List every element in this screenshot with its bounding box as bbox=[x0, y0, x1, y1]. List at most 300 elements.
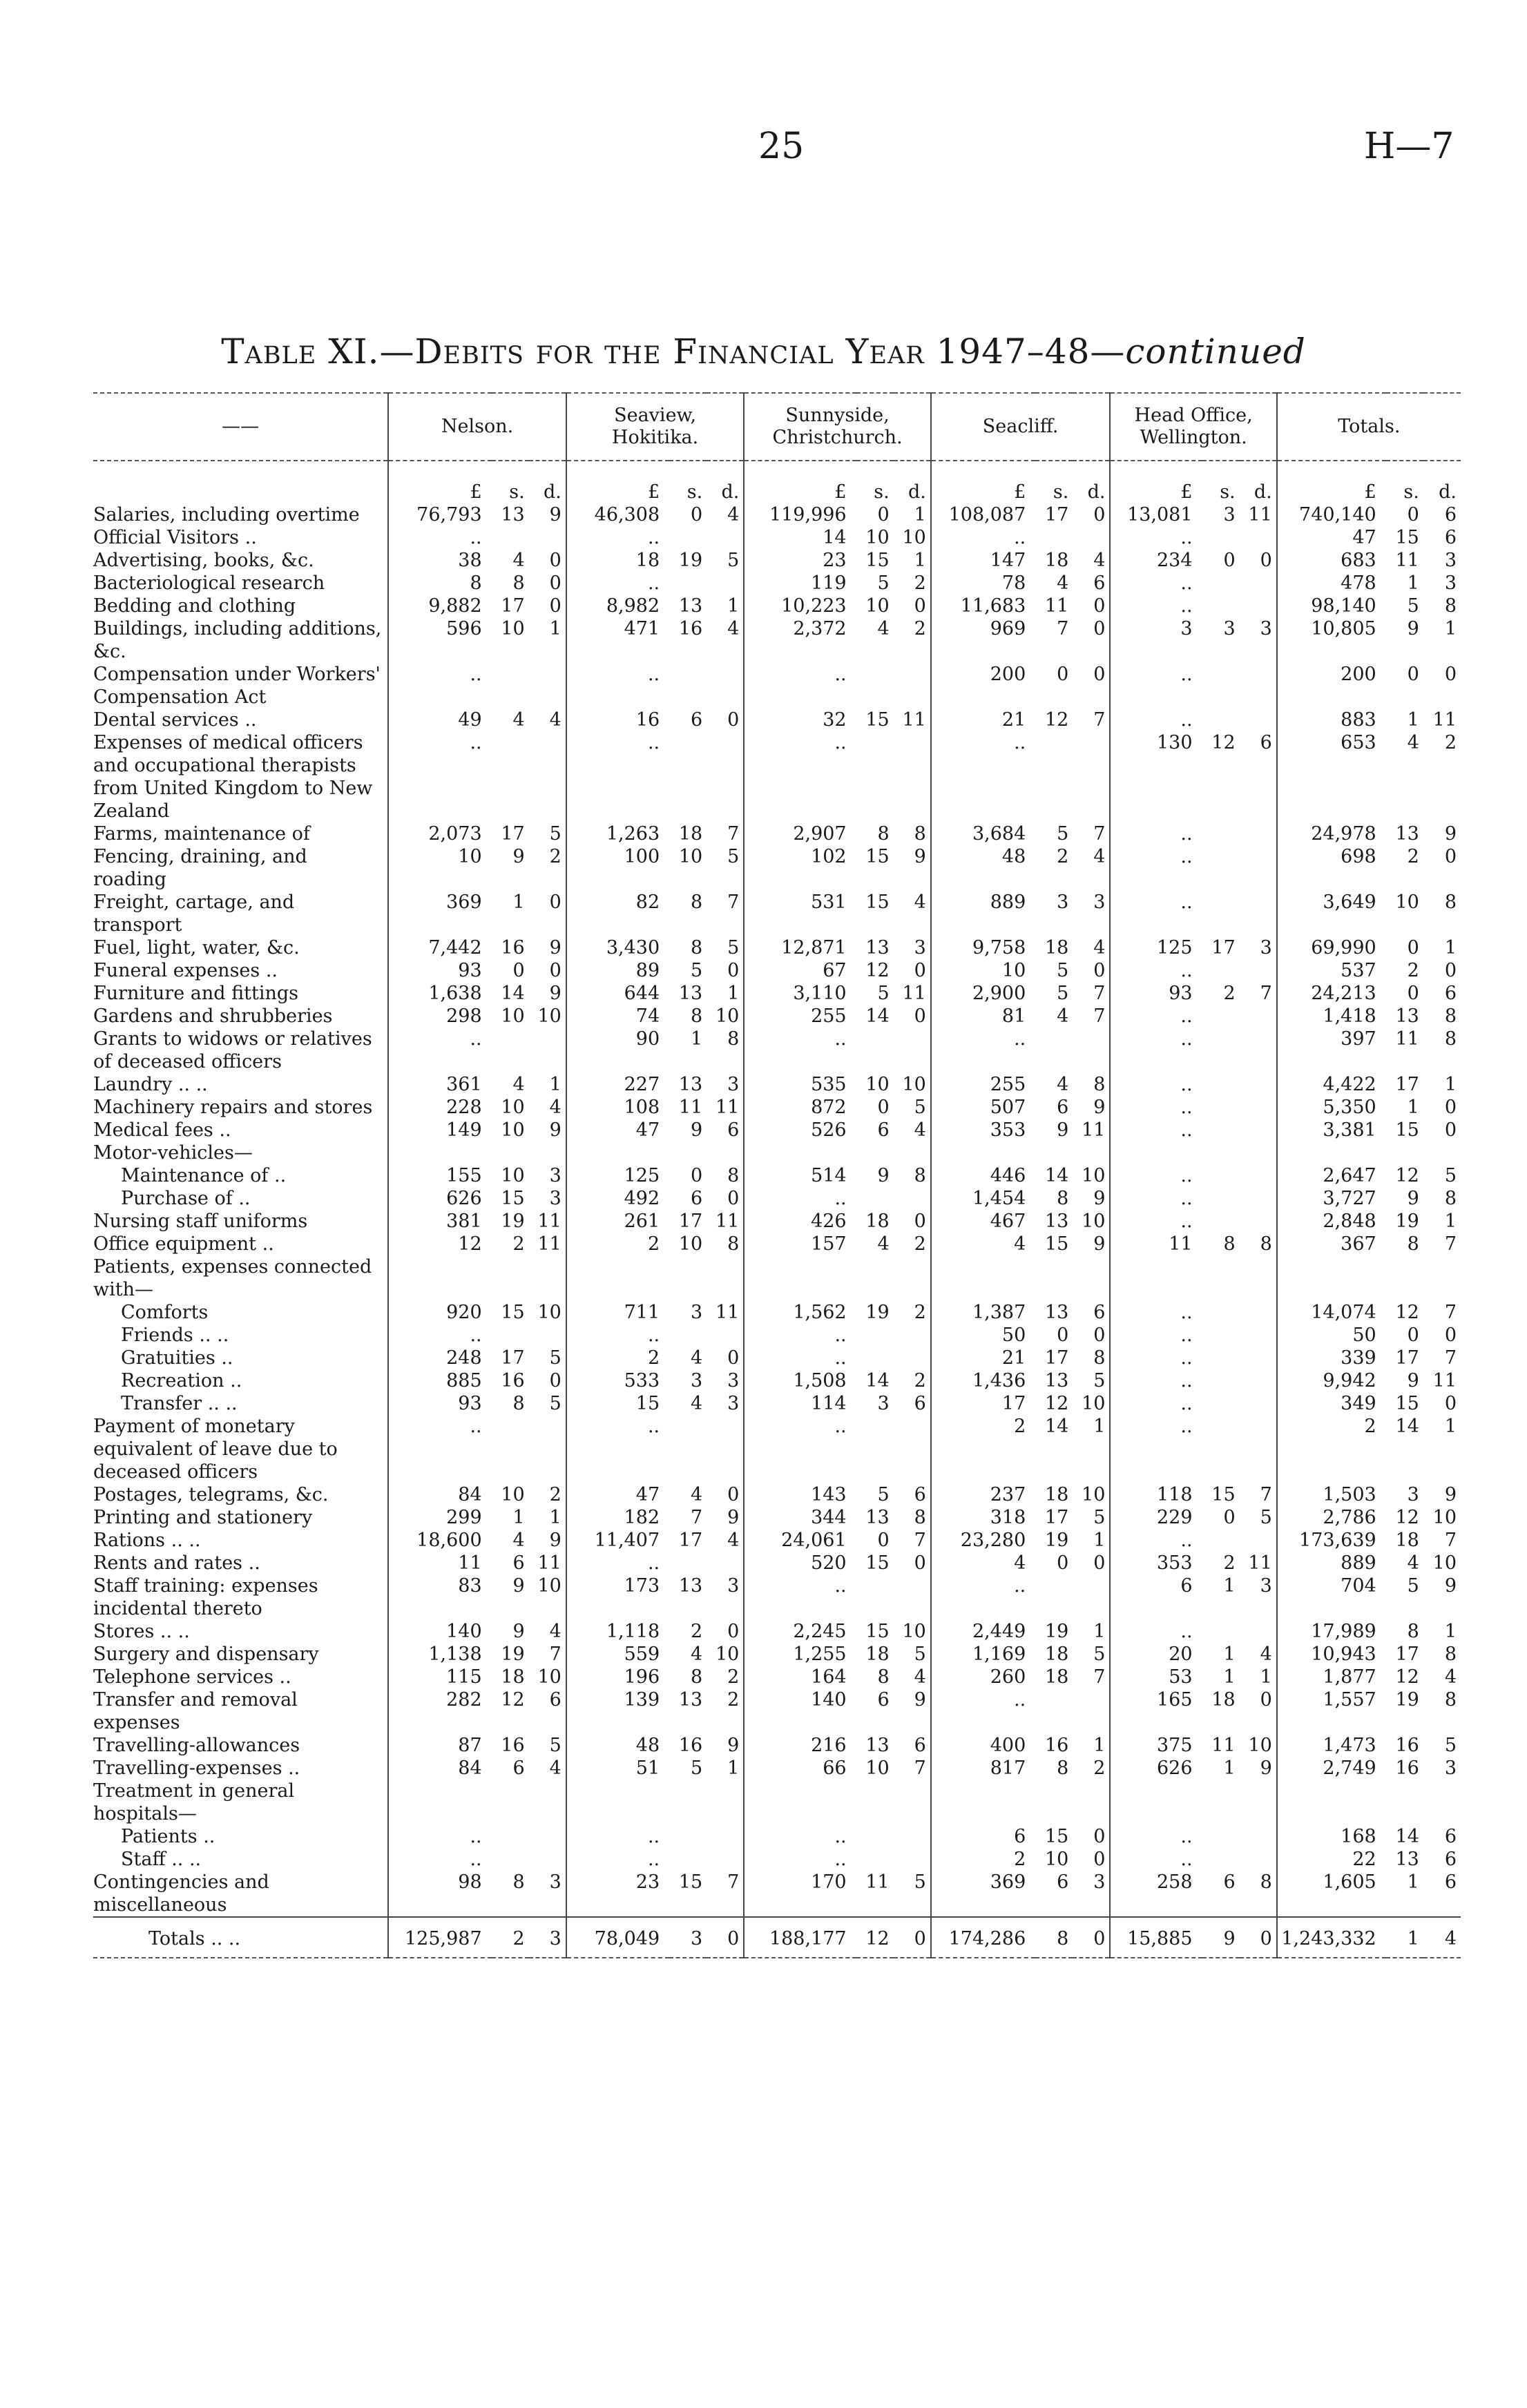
amount-pence: 9 bbox=[549, 937, 561, 959]
unit-shillings: s. bbox=[874, 481, 890, 503]
row-label: Farms, maintenance of bbox=[93, 823, 310, 845]
amount-pounds: 168 bbox=[1277, 1825, 1386, 1848]
amount-pounds: 344 bbox=[744, 1506, 856, 1529]
amount-pounds: .. bbox=[744, 1324, 856, 1347]
amount-pounds bbox=[1110, 1255, 1202, 1301]
amount-pounds: .. bbox=[1110, 1073, 1202, 1096]
table-row bbox=[93, 663, 1461, 709]
amount-shillings: 0 bbox=[1223, 1507, 1236, 1528]
amount-pounds bbox=[566, 1255, 669, 1301]
amount-pounds: 16 bbox=[566, 709, 669, 731]
amount-pounds: 76,793 bbox=[388, 503, 491, 526]
amount-shillings: 17 bbox=[501, 595, 525, 617]
amount-pence: 0 bbox=[1444, 1119, 1457, 1141]
amount-shillings: 6 bbox=[691, 1188, 703, 1209]
amount-pence: 0 bbox=[549, 595, 561, 617]
amount-pounds: 49 bbox=[388, 709, 491, 731]
amount-pence: 8 bbox=[1260, 1871, 1272, 1893]
amount-pounds: 170 bbox=[744, 1871, 856, 1917]
amount-pounds: 653 bbox=[1277, 731, 1386, 822]
amount-shillings: 19 bbox=[1395, 1211, 1419, 1232]
amount-pence: 4 bbox=[727, 504, 740, 526]
amount-pounds: .. bbox=[931, 1028, 1035, 1073]
amount-pounds: .. bbox=[388, 1415, 491, 1483]
amount-shillings: 4 bbox=[877, 1233, 890, 1255]
amount-shillings: 12 bbox=[1211, 732, 1236, 753]
row-label: Comforts bbox=[121, 1302, 209, 1323]
amount-shillings: 2 bbox=[1407, 846, 1419, 867]
amount-pounds: .. bbox=[1110, 1347, 1202, 1369]
amount-pence: 1 bbox=[727, 983, 740, 1004]
table-row bbox=[93, 936, 1461, 959]
amount-shillings bbox=[1035, 1142, 1073, 1164]
amount-pence: 10 bbox=[902, 527, 926, 548]
unit-pence: d. bbox=[907, 481, 926, 503]
amount-shillings: 1 bbox=[512, 1507, 525, 1528]
amount-pounds: 1,418 bbox=[1277, 1005, 1386, 1028]
amount-pounds bbox=[931, 1780, 1035, 1825]
row-label: Bedding and clothing bbox=[93, 595, 296, 617]
amount-pence bbox=[707, 572, 744, 595]
amount-shillings bbox=[1202, 1255, 1240, 1301]
amount-pounds: .. bbox=[1110, 1825, 1202, 1848]
amount-pence bbox=[707, 663, 744, 709]
amount-pounds: 164 bbox=[744, 1666, 856, 1688]
amount-pounds: .. bbox=[1110, 1848, 1202, 1871]
amount-shillings: 1 bbox=[1386, 1917, 1423, 1958]
amount-pence: 3 bbox=[1260, 1575, 1272, 1597]
amount-shillings: 13 bbox=[678, 595, 703, 617]
amount-shillings: 10 bbox=[501, 1119, 525, 1141]
amount-pounds: 196 bbox=[566, 1666, 669, 1688]
amount-pence bbox=[1073, 1255, 1110, 1301]
amount-shillings: 1 bbox=[1223, 1757, 1236, 1779]
amount-pence: 8 bbox=[914, 823, 926, 845]
amount-shillings: 4 bbox=[512, 1530, 525, 1551]
amount-pence bbox=[894, 1142, 931, 1164]
amount-shillings: 15 bbox=[865, 846, 890, 867]
amount-shillings bbox=[856, 1347, 894, 1369]
amount-pounds bbox=[388, 1780, 491, 1825]
row-label: Treatment in general hospitals— bbox=[93, 1780, 295, 1824]
amount-pence: 6 bbox=[1260, 732, 1272, 753]
amount-pounds: 13,081 bbox=[1110, 503, 1202, 526]
amount-shillings: 18 bbox=[1045, 937, 1069, 959]
amount-pence bbox=[1240, 1255, 1277, 1301]
amount-shillings: 4 bbox=[691, 1484, 703, 1505]
amount-pounds: 188,177 bbox=[744, 1917, 856, 1958]
amount-pounds: 969 bbox=[931, 617, 1035, 663]
amount-shillings: 4 bbox=[691, 1347, 703, 1369]
amount-pence: 3 bbox=[1093, 892, 1106, 913]
amount-pence: 0 bbox=[727, 1347, 740, 1369]
amount-pounds: .. bbox=[566, 1825, 669, 1848]
amount-pounds bbox=[744, 1780, 856, 1825]
table-row bbox=[93, 1757, 1461, 1780]
amount-shillings: 8 bbox=[691, 937, 703, 959]
table-title-text: Table XI.—Debits for the Financial Year 1947–48— bbox=[221, 331, 1126, 372]
table-row bbox=[93, 1005, 1461, 1028]
amount-pounds: 89 bbox=[566, 959, 669, 982]
amount-shillings: 18 bbox=[1045, 1666, 1069, 1688]
table-row bbox=[93, 891, 1461, 936]
amount-pounds: 492 bbox=[566, 1187, 669, 1210]
amount-pounds: 114 bbox=[744, 1392, 856, 1415]
amount-pounds: .. bbox=[744, 663, 856, 709]
amount-pence bbox=[707, 526, 744, 549]
table-row bbox=[93, 1142, 1461, 1164]
amount-shillings: 16 bbox=[678, 618, 703, 639]
debits-table bbox=[93, 392, 1461, 1958]
amount-pence: 0 bbox=[727, 709, 740, 731]
amount-pounds: 66 bbox=[744, 1757, 856, 1780]
amount-pence: 11 bbox=[1248, 1552, 1272, 1574]
amount-shillings bbox=[1202, 663, 1240, 709]
amount-pence: 9 bbox=[1444, 823, 1457, 845]
amount-pence: 0 bbox=[1444, 960, 1457, 981]
amount-pounds bbox=[744, 1255, 856, 1301]
amount-pence: 0 bbox=[914, 1211, 926, 1232]
amount-shillings: 19 bbox=[1395, 1689, 1419, 1711]
amount-pence: 0 bbox=[1240, 1917, 1277, 1958]
amount-pounds: 38 bbox=[388, 549, 491, 572]
amount-pence bbox=[1240, 526, 1277, 549]
amount-pence: 6 bbox=[549, 1689, 561, 1711]
amount-pence: 0 bbox=[1093, 1325, 1106, 1346]
amount-pence bbox=[529, 1848, 566, 1871]
amount-pounds: 47 bbox=[1277, 526, 1386, 549]
amount-pounds: 15 bbox=[566, 1392, 669, 1415]
row-label: Buildings, including additions, &c. bbox=[93, 618, 382, 662]
amount-pence: 4 bbox=[914, 1666, 926, 1688]
amount-shillings: 18 bbox=[678, 823, 703, 845]
amount-pence: 1 bbox=[549, 1074, 561, 1095]
row-label: Contingencies and miscellaneous bbox=[93, 1871, 269, 1916]
row-label: Telephone services .. bbox=[93, 1666, 291, 1688]
amount-shillings: 15 bbox=[865, 550, 890, 571]
amount-shillings bbox=[669, 1255, 707, 1301]
amount-pence bbox=[1240, 1142, 1277, 1164]
amount-pounds: 8 bbox=[388, 572, 491, 595]
amount-pence bbox=[894, 1255, 931, 1301]
amount-shillings: 15 bbox=[865, 1552, 890, 1574]
amount-pounds: 471 bbox=[566, 617, 669, 663]
amount-pence: 0 bbox=[914, 1005, 926, 1027]
amount-pence: 10 bbox=[1248, 1735, 1272, 1756]
amount-pounds: 8,982 bbox=[566, 595, 669, 617]
amount-pence: 1 bbox=[914, 504, 926, 526]
header-blank: —— bbox=[93, 393, 388, 461]
amount-pounds: 1,638 bbox=[388, 982, 491, 1005]
amount-pence: 0 bbox=[914, 960, 926, 981]
amount-shillings: 4 bbox=[512, 709, 525, 731]
amount-pence: 0 bbox=[1093, 595, 1106, 617]
amount-shillings bbox=[492, 1324, 529, 1347]
amount-shillings: 3 bbox=[877, 1393, 890, 1414]
amount-pounds: 47 bbox=[566, 1119, 669, 1142]
amount-pounds: .. bbox=[388, 663, 491, 709]
amount-shillings: 8 bbox=[877, 1666, 890, 1688]
amount-pounds: .. bbox=[744, 1825, 856, 1848]
amount-pence: 4 bbox=[549, 1757, 561, 1779]
table-title bbox=[0, 331, 1527, 372]
amount-pounds bbox=[1277, 1255, 1386, 1301]
amount-pence: 0 bbox=[727, 960, 740, 981]
amount-shillings: 4 bbox=[877, 618, 890, 639]
amount-pounds: .. bbox=[744, 1415, 856, 1483]
table-row bbox=[93, 709, 1461, 731]
amount-pounds: 165 bbox=[1110, 1688, 1202, 1734]
amount-shillings: 13 bbox=[1045, 1211, 1069, 1232]
amount-shillings: 16 bbox=[501, 1370, 525, 1391]
header-nelson: Nelson. bbox=[388, 393, 566, 461]
amount-pence bbox=[1240, 1096, 1277, 1119]
row-label: Stores .. .. bbox=[93, 1621, 190, 1642]
amount-shillings: 0 bbox=[1407, 664, 1419, 685]
amount-shillings: 1 bbox=[1407, 572, 1419, 594]
amount-shillings bbox=[1035, 1780, 1073, 1825]
amount-pence bbox=[1073, 1574, 1110, 1620]
amount-pence: 3 bbox=[727, 1575, 740, 1597]
amount-pence: 4 bbox=[1093, 846, 1106, 867]
amount-pounds: .. bbox=[931, 1574, 1035, 1620]
amount-pence: 1 bbox=[1093, 1416, 1106, 1437]
amount-shillings: 13 bbox=[678, 983, 703, 1004]
amount-pence: 1 bbox=[727, 1757, 740, 1779]
amount-shillings bbox=[492, 1848, 529, 1871]
unit-shillings: s. bbox=[1220, 481, 1236, 503]
amount-pounds: .. bbox=[744, 731, 856, 822]
amount-shillings: 10 bbox=[865, 1074, 890, 1095]
amount-shillings: 11 bbox=[678, 1097, 703, 1118]
row-label: Staff training: expenses incidental thereto bbox=[93, 1575, 318, 1619]
amount-pence: 5 bbox=[549, 1347, 561, 1369]
amount-shillings bbox=[1202, 959, 1240, 982]
amount-pounds: 258 bbox=[1110, 1871, 1202, 1917]
amount-pounds: 626 bbox=[1110, 1757, 1202, 1780]
amount-pounds: 353 bbox=[1110, 1552, 1202, 1574]
row-label: Rents and rates .. bbox=[93, 1552, 260, 1574]
amount-pence: 9 bbox=[549, 504, 561, 526]
amount-pounds: .. bbox=[1110, 822, 1202, 845]
amount-pounds: 704 bbox=[1277, 1574, 1386, 1620]
row-label: Travelling-allowances bbox=[93, 1735, 300, 1756]
amount-pounds: 5,350 bbox=[1277, 1096, 1386, 1119]
amount-pounds: 118 bbox=[1110, 1483, 1202, 1506]
amount-shillings: 16 bbox=[1395, 1735, 1419, 1756]
amount-pence: 2 bbox=[914, 1370, 926, 1391]
unit-pence: d. bbox=[721, 481, 740, 503]
amount-pounds: 125 bbox=[1110, 936, 1202, 959]
amount-pence: 0 bbox=[1093, 504, 1106, 526]
table-row bbox=[93, 1301, 1461, 1324]
amount-shillings: 12 bbox=[865, 960, 890, 981]
amount-pence: 10 bbox=[537, 1302, 561, 1323]
amount-pounds: 375 bbox=[1110, 1734, 1202, 1757]
amount-pounds: .. bbox=[1110, 1415, 1202, 1483]
amount-pounds: 69,990 bbox=[1277, 936, 1386, 959]
amount-pence: 4 bbox=[1423, 1917, 1461, 1958]
amount-shillings: 16 bbox=[678, 1735, 703, 1756]
amount-shillings: 16 bbox=[501, 937, 525, 959]
amount-shillings bbox=[669, 1142, 707, 1164]
amount-shillings: 12 bbox=[1045, 1393, 1069, 1414]
amount-shillings bbox=[1386, 1780, 1423, 1825]
amount-pence: 9 bbox=[1260, 1757, 1272, 1779]
amount-pounds: 20 bbox=[1110, 1643, 1202, 1666]
amount-pence bbox=[529, 1255, 566, 1301]
amount-shillings: 8 bbox=[1223, 1233, 1236, 1255]
amount-pounds bbox=[388, 1142, 491, 1164]
row-label: Patients, expenses connected with— bbox=[93, 1256, 372, 1300]
amount-shillings: 11 bbox=[1045, 595, 1069, 617]
amount-pounds: 1,454 bbox=[931, 1187, 1035, 1210]
amount-shillings: 11 bbox=[1211, 1735, 1236, 1756]
amount-pounds: .. bbox=[388, 1324, 491, 1347]
row-label: Gardens and shrubberies bbox=[93, 1005, 333, 1027]
table-row bbox=[93, 503, 1461, 526]
amount-shillings: 18 bbox=[1045, 550, 1069, 571]
amount-pounds: 6 bbox=[931, 1825, 1035, 1848]
amount-pounds: 200 bbox=[1277, 663, 1386, 709]
amount-pence: 8 bbox=[914, 1507, 926, 1528]
amount-shillings bbox=[1202, 1119, 1240, 1142]
amount-pounds: 227 bbox=[566, 1073, 669, 1096]
amount-shillings bbox=[856, 1324, 894, 1347]
amount-shillings: 9 bbox=[1407, 1370, 1419, 1391]
amount-shillings bbox=[1035, 1255, 1073, 1301]
amount-shillings bbox=[492, 1780, 529, 1825]
amount-pence: 5 bbox=[914, 1644, 926, 1665]
amount-shillings: 12 bbox=[1045, 709, 1069, 731]
amount-pence: 11 bbox=[902, 709, 926, 731]
amount-pounds bbox=[931, 1142, 1035, 1164]
table-row bbox=[93, 959, 1461, 982]
amount-shillings: 13 bbox=[678, 1575, 703, 1597]
amount-shillings bbox=[856, 1255, 894, 1301]
amount-shillings: 6 bbox=[512, 1552, 525, 1574]
amount-pounds: 115 bbox=[388, 1666, 491, 1688]
amount-shillings bbox=[856, 663, 894, 709]
amount-shillings: 10 bbox=[501, 618, 525, 639]
amount-pence: 8 bbox=[1444, 595, 1457, 617]
amount-shillings: 10 bbox=[865, 595, 890, 617]
amount-pence: 1 bbox=[1444, 1621, 1457, 1642]
amount-pence: 11 bbox=[1248, 504, 1272, 526]
amount-shillings: 9 bbox=[512, 1621, 525, 1642]
amount-shillings: 4 bbox=[1407, 1552, 1419, 1574]
amount-pence: 8 bbox=[914, 1165, 926, 1186]
amount-pence: 11 bbox=[715, 1211, 740, 1232]
amount-pounds: 353 bbox=[931, 1119, 1035, 1142]
amount-shillings bbox=[1202, 1005, 1240, 1028]
amount-pence bbox=[1240, 1415, 1277, 1483]
table-row bbox=[93, 1552, 1461, 1574]
amount-pounds: 47 bbox=[566, 1483, 669, 1506]
amount-shillings: 4 bbox=[512, 550, 525, 571]
amount-shillings bbox=[856, 1415, 894, 1483]
amount-pence: 3 bbox=[529, 1917, 566, 1958]
amount-pounds: 255 bbox=[931, 1073, 1035, 1096]
amount-pounds: .. bbox=[566, 572, 669, 595]
amount-pounds: 282 bbox=[388, 1688, 491, 1734]
table-row bbox=[93, 1119, 1461, 1142]
amount-pence bbox=[707, 1780, 744, 1825]
amount-pence: 1 bbox=[1444, 937, 1457, 959]
amount-shillings bbox=[1035, 1028, 1073, 1073]
amount-shillings: 8 bbox=[691, 1666, 703, 1688]
amount-shillings bbox=[669, 1552, 707, 1574]
amount-shillings: 10 bbox=[678, 1233, 703, 1255]
amount-shillings bbox=[1202, 1164, 1240, 1187]
amount-pounds: .. bbox=[1110, 526, 1202, 549]
table-row bbox=[93, 1096, 1461, 1119]
amount-pounds: .. bbox=[1110, 1301, 1202, 1324]
amount-pence bbox=[529, 1825, 566, 1848]
amount-shillings: 4 bbox=[1407, 732, 1419, 753]
amount-pounds: 24,061 bbox=[744, 1529, 856, 1552]
table-row bbox=[93, 572, 1461, 595]
amount-pence: 11 bbox=[537, 1211, 561, 1232]
amount-pounds: 11 bbox=[1110, 1233, 1202, 1255]
amount-shillings: 6 bbox=[1057, 1097, 1069, 1118]
amount-pounds: 644 bbox=[566, 982, 669, 1005]
amount-pence bbox=[1073, 1028, 1110, 1073]
amount-pence: 5 bbox=[1093, 1644, 1106, 1665]
amount-pounds bbox=[931, 1255, 1035, 1301]
amount-pence: 7 bbox=[1444, 1233, 1457, 1255]
amount-shillings: 19 bbox=[1045, 1530, 1069, 1551]
amount-pounds: 173 bbox=[566, 1574, 669, 1620]
amount-pence: 2 bbox=[727, 1689, 740, 1711]
amount-pounds: 2 bbox=[566, 1233, 669, 1255]
amount-shillings: 14 bbox=[1045, 1165, 1069, 1186]
amount-pounds: 102 bbox=[744, 845, 856, 891]
amount-pence: 8 bbox=[1444, 1028, 1457, 1050]
amount-pounds: 2,647 bbox=[1277, 1164, 1386, 1187]
amount-shillings: 1 bbox=[1407, 709, 1419, 731]
amount-pounds: 3,110 bbox=[744, 982, 856, 1005]
row-label: Medical fees .. bbox=[93, 1119, 231, 1141]
amount-pounds: .. bbox=[1110, 1164, 1202, 1187]
amount-shillings: 9 bbox=[1202, 1917, 1240, 1958]
amount-pence: 8 bbox=[1444, 1689, 1457, 1711]
amount-pounds: .. bbox=[1110, 1119, 1202, 1142]
amount-pence: 3 bbox=[914, 937, 926, 959]
unit-pence: d. bbox=[1254, 481, 1272, 503]
amount-pounds: .. bbox=[1110, 959, 1202, 982]
amount-shillings bbox=[1202, 1848, 1240, 1871]
amount-pounds: 98,140 bbox=[1277, 595, 1386, 617]
amount-shillings: 1 bbox=[1407, 1871, 1419, 1893]
table-row bbox=[93, 1620, 1461, 1643]
amount-shillings: 10 bbox=[501, 1097, 525, 1118]
table-row bbox=[93, 1369, 1461, 1392]
amount-pounds: 698 bbox=[1277, 845, 1386, 891]
amount-shillings: 13 bbox=[865, 1507, 890, 1528]
amount-pounds: .. bbox=[1110, 1392, 1202, 1415]
amount-pence: 0 bbox=[1093, 1552, 1106, 1574]
amount-shillings bbox=[669, 1780, 707, 1825]
header-sunnyside-text: Sunnyside, Christchurch. bbox=[772, 405, 903, 448]
amount-pounds: .. bbox=[566, 1848, 669, 1871]
amount-pence bbox=[1240, 1005, 1277, 1028]
amount-shillings: 17 bbox=[1395, 1644, 1419, 1665]
amount-shillings: 8 bbox=[691, 1005, 703, 1027]
amount-pence bbox=[894, 1780, 931, 1825]
amount-pounds: 93 bbox=[388, 1392, 491, 1415]
amount-pounds: .. bbox=[1110, 1187, 1202, 1210]
